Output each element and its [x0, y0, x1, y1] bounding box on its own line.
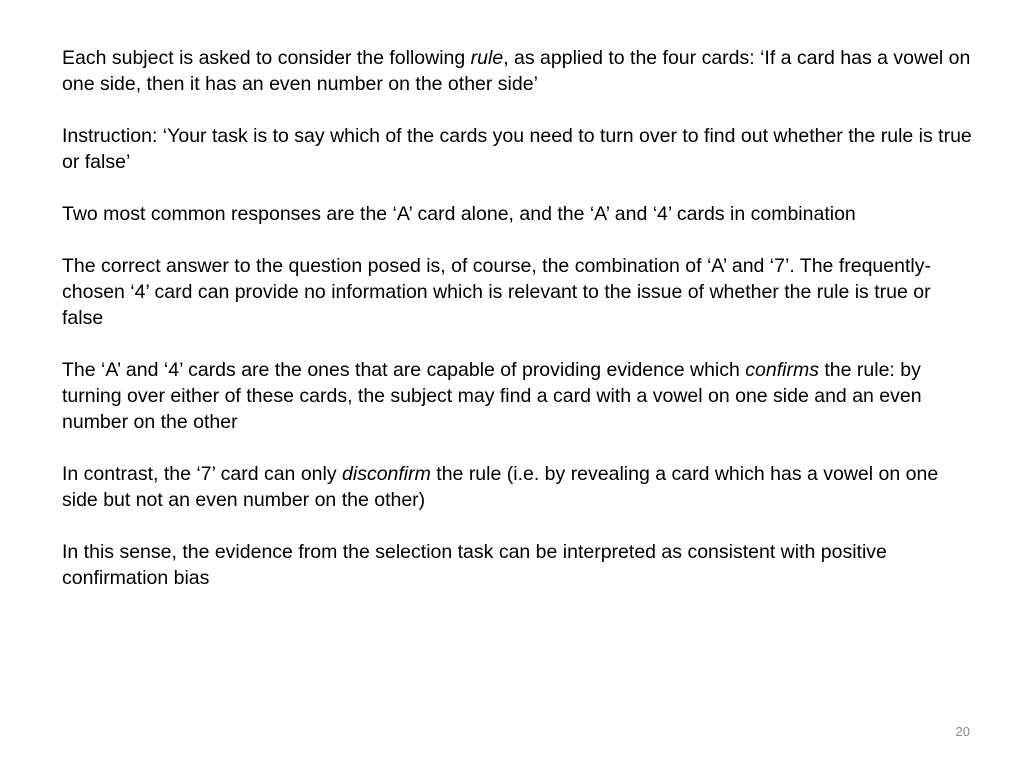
paragraph-disconfirm-text-b: the rule (i.e. by revealing a card which has a vowel on one side but not an even number on the other) [62, 463, 939, 511]
paragraph-common-responses: Two most common responses are the ‘A’ card alone, and the ‘A’ and ‘4’ cards in combination [62, 203, 856, 225]
paragraph-disconfirm-emphasis: disconfirm [342, 463, 431, 485]
paragraph-instruction: Instruction: ‘Your task is to say which of the cards you need to turn over to find out whether the rule is true or false’ [62, 125, 972, 173]
page-number: 20 [955, 724, 970, 739]
slide-body [62, 45, 972, 617]
paragraph-confirms [62, 357, 972, 435]
paragraph-disconfirm-text-a: In contrast, the ‘7’ card can only [62, 463, 343, 485]
paragraph-confirms-text-a: The ‘A’ and ‘4’ cards are the ones that are capable of providing evidence which [62, 359, 746, 381]
paragraph-rule-text-b: , as applied to the four cards: ‘If a card has a vowel on one side, then it has an even number on the other side’ [62, 47, 971, 95]
paragraph-disconfirm [62, 461, 972, 513]
paragraph-correct-answer: The correct answer to the question posed is, of course, the combination of ‘A’ and ‘7’. The frequently-chosen ‘4’ card can provide no information which is relevant to the issue of whether the rule is true or false [62, 255, 931, 329]
paragraph-confirms-emphasis: confirms [745, 359, 819, 381]
paragraph-conclusion: In this sense, the evidence from the selection task can be interpreted as consistent with positive confirmation bias [62, 541, 887, 589]
paragraph-rule-emphasis: rule [470, 47, 504, 69]
paragraph-rule-text-a: Each subject is asked to consider the following [62, 47, 471, 69]
paragraph-rule [62, 45, 972, 97]
paragraph-confirms-text-b: the rule: by turning over either of these cards, the subject may find a card with a vowel on one side and an even number on the other [62, 359, 922, 433]
